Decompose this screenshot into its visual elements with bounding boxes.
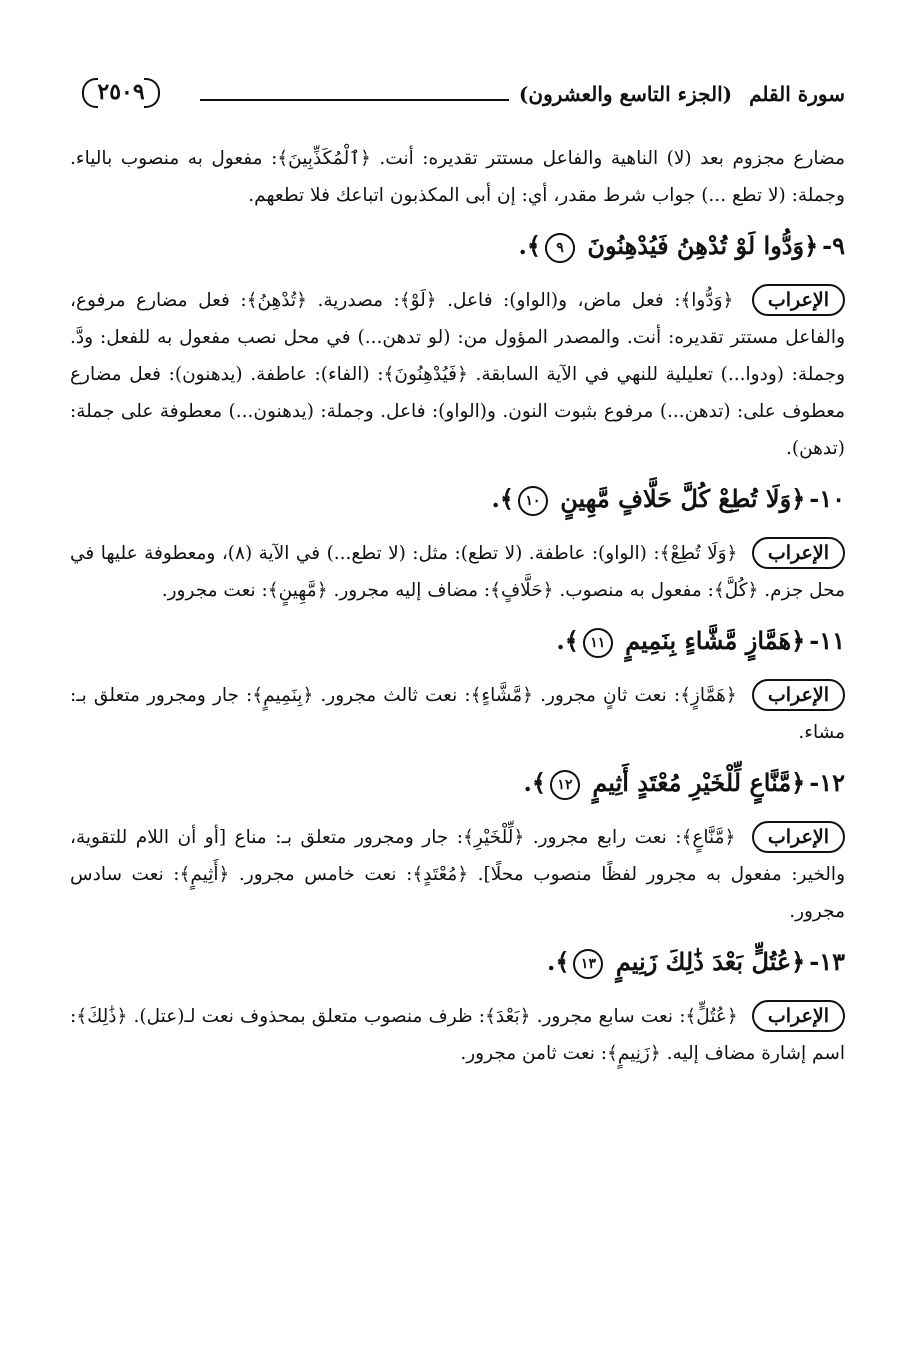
- irab-badge: الإعراب: [752, 537, 845, 569]
- verse-text: ﴿مَّنَّاعٍ لِّلْخَيْرِ مُعْتَدٍ أَثِيمٍ: [592, 768, 806, 797]
- verse-text: ﴿وَلَا تُطِعْ كُلَّ حَلَّافٍ مَّهِينٍ: [560, 484, 806, 513]
- verse-section-13: [70, 940, 845, 1072]
- verse-text: ﴿عُتُلٍّ بَعْدَ ذَٰلِكَ زَنِيمٍ: [615, 947, 806, 976]
- irab-paragraph: [70, 677, 845, 751]
- irab-paragraph: [70, 535, 845, 609]
- irab-text: ﴿وَدُّوا﴾: فعل ماض، و(الواو): فاعل. ﴿لَوْ﴾: مصدرية. ﴿تُدْهِنُ﴾: فعل مضارع مرفوع، والفاعل مستتر تقديره: أنت. والمصدر المؤول من: (لو تدهن...) في محل نصب مفعول به للفعل: ودَّ. وجملة: (ودوا...) تعليلية للنهي في الآية السابقة. ﴿فَيُدْهِنُونَ﴾: (الفاء): عاطفة. (يدهنون): فعل مضارع معطوف على: (تدهن...) مرفوع بثبوت النون. و(الواو): فاعل. وجملة: (يدهنون...) معطوفة على جملة: (تدهن).: [70, 290, 845, 459]
- verse-heading: [70, 224, 845, 268]
- verse-text: ﴿وَدُّوا لَوْ تُدْهِنُ فَيُدْهِنُونَ: [587, 231, 819, 260]
- ayah-number-marker: ٩: [545, 233, 575, 263]
- irab-text: ﴿وَلَا تُطِعْ﴾: (الواو): عاطفة. (لا تطع): مثل: (لا تطع...) في الآية (٨)، ومعطوفة عليها في محل جزم. ﴿كُلَّ﴾: مفعول به منصوب. ﴿حَلَّافٍ﴾: مضاف إليه مجرور. ﴿مَّهِينٍ﴾: نعت مجرور.: [70, 543, 845, 601]
- irab-text: ﴿مَّنَّاعٍ﴾: نعت رابع مجرور. ﴿لِّلْخَيْرِ﴾: جار ومجرور متعلق بـ: مناع [أو أن اللام للتقوية، والخير: مفعول به مجرور لفظًا منصوب محلًا]. ﴿مُعْتَدٍ﴾: نعت خامس مجرور. ﴿أَثِيمٍ﴾: نعت سادس مجرور.: [70, 827, 845, 922]
- page-header: [70, 68, 845, 126]
- ayah-number-marker: ١١: [583, 628, 613, 658]
- irab-text: ﴿هَمَّازٍ﴾: نعت ثانٍ مجرور. ﴿مَّشَّاءٍ﴾: نعت ثالث مجرور. ﴿بِنَمِيمٍ﴾: جار ومجرور متعلق بـ: مشاء.: [70, 685, 845, 743]
- verse-close: ﴾.: [518, 231, 541, 260]
- irab-paragraph: [70, 998, 845, 1072]
- verse-number: ١٣-: [809, 947, 845, 976]
- page-number: ٢٥٠٩: [88, 72, 154, 112]
- verse-close: ﴾.: [547, 947, 570, 976]
- verse-section-12: [70, 761, 845, 930]
- running-title: [519, 82, 845, 106]
- ayah-number-marker: ١٢: [550, 770, 580, 800]
- verse-section-9: [70, 224, 845, 467]
- ayah-number-marker: ١٣: [573, 949, 603, 979]
- irab-badge: الإعراب: [752, 679, 845, 711]
- irab-badge: الإعراب: [752, 1000, 845, 1032]
- intro-paragraph: مضارع مجزوم بعد (لا) الناهية والفاعل مستتر تقديره: أنت. ﴿ٱلْمُكَذِّبِينَ﴾: مفعول به منصوب بالياء. وجملة: (لا تطع ...) جواب شرط مقدر، أي: إن أبى المكذبون اتباعك فلا تطعهم.: [70, 148, 845, 206]
- irab-badge: الإعراب: [752, 821, 845, 853]
- verse-number: ٩-: [822, 231, 845, 260]
- verse-heading: [70, 477, 845, 521]
- part-name: (الجزء التاسع والعشرون): [518, 82, 733, 106]
- verse-heading: [70, 619, 845, 663]
- verse-heading: [70, 940, 845, 984]
- verse-close: ﴾.: [523, 768, 546, 797]
- irab-badge: الإعراب: [752, 284, 845, 316]
- irab-paragraph: [70, 282, 845, 467]
- verse-number: ١٠-: [809, 484, 845, 513]
- verse-number: ١١-: [809, 626, 845, 655]
- verse-section-10: [70, 477, 845, 609]
- irab-paragraph: [70, 819, 845, 930]
- page-body: [70, 140, 845, 1082]
- irab-text: ﴿عُتُلٍّ﴾: نعت سابع مجرور. ﴿بَعْدَ﴾: ظرف منصوب متعلق بمحذوف نعت لـ(عتل). ﴿ذَٰلِكَ﴾: اسم إشارة مضاف إليه. ﴿زَنِيمٍ﴾: نعت ثامن مجرور.: [70, 1006, 845, 1064]
- surah-name: سورة القلم: [749, 82, 845, 106]
- verse-heading: [70, 761, 845, 805]
- header-rule: [200, 99, 509, 101]
- verse-close: ﴾.: [556, 626, 579, 655]
- verse-close: ﴾.: [491, 484, 514, 513]
- verse-number: ١٢-: [809, 768, 845, 797]
- ayah-number-marker: ١٠: [518, 486, 548, 516]
- verse-section-11: [70, 619, 845, 751]
- verse-text: ﴿هَمَّازٍ مَّشَّاءٍ بِنَمِيمٍ: [625, 626, 806, 655]
